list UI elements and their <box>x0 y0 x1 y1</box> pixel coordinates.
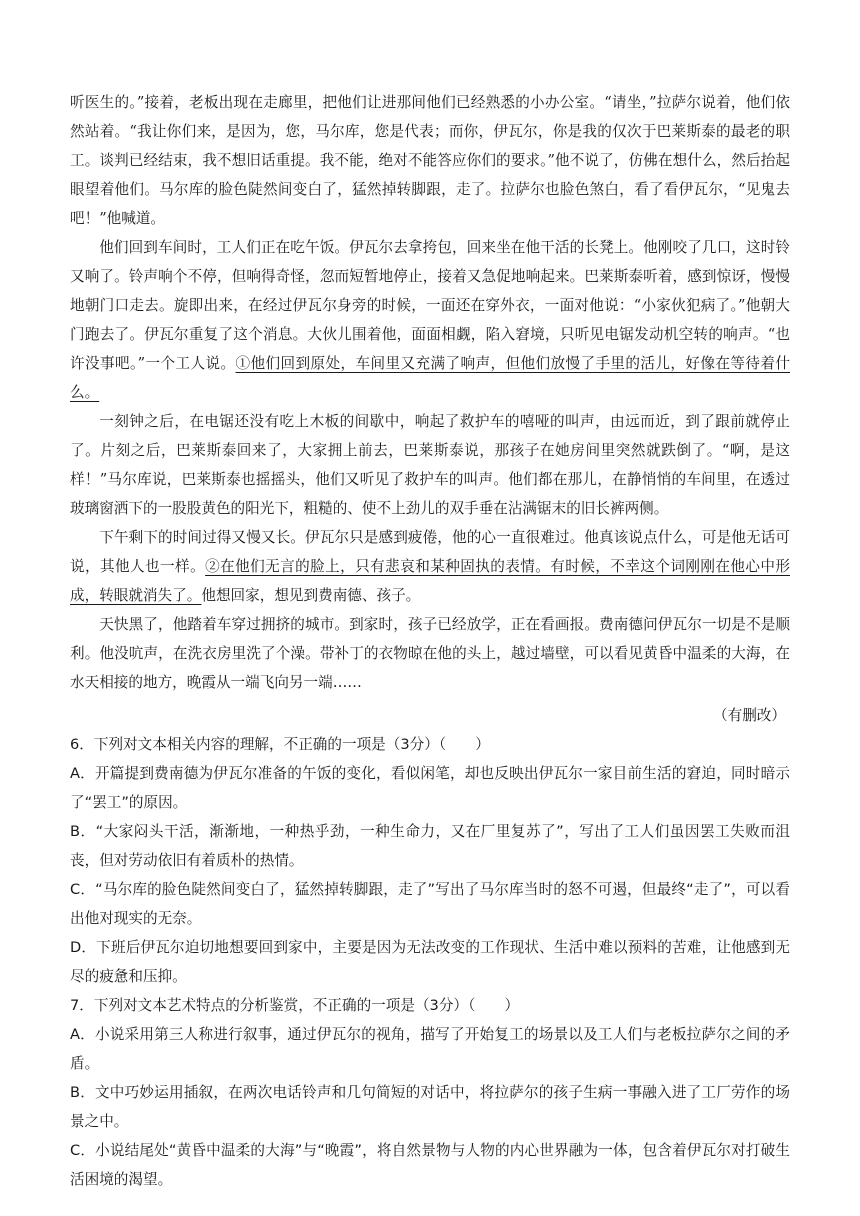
question-7-option-b: B．文中巧妙运用插叙，在两次电话铃声和几句简短的对话中，将拉萨尔的孩子生病一事融入进了工厂劳作的场景之中。 <box>70 1084 790 1130</box>
passage-text: 他们回到车间时，工人们正在吃午饭。伊瓦尔去拿挎包，回来坐在他干活的长凳上。他刚咬了几口，这时铃又响了。铃声响个不停，但响得奇怪，忽而短暂地停止，接着又急促地响起来。巴莱斯泰听着，感到惊讶，慢慢地朝门口走去。旋即出来，在经过伊瓦尔身旁的时候，一面还在穿外衣，一面对他说：“小家伙犯病了。”他朝大门跑去了。伊瓦尔重复了这个消息。大伙儿围着他，面面相觑，陷入窘境，只听见电锯发动机空转的响声。“也许没事吧。”一个工人说。 <box>70 239 790 372</box>
question-6-option-d: D．下班后伊瓦尔迫切地想要回到家中，主要是因为无法改变的工作现状、生活中难以预料的苦难，让他感到无尽的疲惫和压抑。 <box>70 939 790 985</box>
question-section <box>70 730 790 1194</box>
question-7-option-a: A．小说采用第三人称进行叙事，通过伊瓦尔的视角，描写了开始复工的场景以及工人们与老板拉萨尔之间的矛盾。 <box>70 1026 790 1072</box>
question-7-option-c: C．小说结尾处“黄昏中温柔的大海”与“晚霞”，将自然景物与人物的内心世界融为一体，包含着伊瓦尔对打破生活困境的渴望。 <box>70 1142 790 1188</box>
reading-passage <box>70 88 790 730</box>
abridged-note: （有删改） <box>713 707 786 724</box>
question-6-option-b: B．“大家闷头干活，渐渐地，一种热乎劲，一种生命力，又在厂里复苏了”，写出了工人们虽因罢工失败而沮丧，但对劳动依旧有着质朴的热情。 <box>70 823 790 869</box>
underlined-sentence-1: ①他们回到原处，车间里又充满了响声，但他们放慢了手里的活儿，好像在等待着什么。 <box>70 355 790 401</box>
passage-paragraph: 听医生的。”接着，老板出现在走廊里，把他们让进那间他们已经熟悉的小办公室。“请坐，”拉萨尔说着，他们依然站着。“我让你们来，是因为，您，马尔库，您是代表；而你，伊瓦尔，你是我的仅次于巴莱斯泰的最老的职工。谈判已经结束，我不想旧话重提。我不能，绝对不能答应你们的要求。”他不说了，仿佛在想什么，然后抬起眼望着他们。马尔库的脸色陡然间变白了，猛然掉转脚跟，走了。拉萨尔也脸色煞白，看了看伊瓦尔，“见鬼去吧！”他喊道。 <box>70 94 790 227</box>
underlined-sentence-2: ②在他们无言的脸上，只有悲哀和某种固执的表情。有时候，不幸这个词刚刚在他心中形成，转眼就消失了。 <box>70 558 790 604</box>
passage-paragraph: 天快黑了，他踏着车穿过拥挤的城市。到家时，孩子已经放学，正在看画报。费南德问伊瓦尔一切是不是顺利。他没吭声，在洗衣房里洗了个澡。带补丁的衣物晾在他的头上，越过墙壁，可以看见黄昏中温柔的大海，在水天相接的地方，晚霞从一端飞向另一端…… <box>70 616 790 691</box>
question-6-option-c: C．“马尔库的脸色陡然间变白了，猛然掉转脚跟，走了”写出了马尔库当时的怒不可遏，但最终“走了”，可以看出他对现实的无奈。 <box>70 881 790 927</box>
passage-paragraph: 一刻钟之后，在电锯还没有吃上木板的间歇中，响起了救护车的嘻哑的叫声，由远而近，到了跟前就停止了。片刻之后，巴莱斯泰回来了，大家拥上前去，巴莱斯泰说，那孩子在她房间里突然就跌倒了。“啊，是这样！”马尔库说，巴莱斯泰也摇摇头，他们又听见了救护车的叫声。他们都在那儿，在静悄悄的车间里，在透过玻璃窗洒下的一股股黄色的阳光下，粗糙的、使不上劲儿的双手垂在沾满锯末的旧长裤两侧。 <box>70 413 790 517</box>
question-6-stem: 6．下列对文本相关内容的理解，不正确的一项是（3分）（ ） <box>70 736 490 753</box>
passage-text: 下午剩下的时间过得又慢又长。伊瓦尔只是感到疲倦，他的心一直很难过。他真该说点什么，可是他无话可说，其他人也一样。 <box>70 529 790 575</box>
passage-text: 他想回家，想见到费南德、孩子。 <box>201 587 421 604</box>
passage-paragraph <box>70 233 790 407</box>
question-7-stem: 7．下列对文本艺术特点的分析鉴赏，不正确的一项是（3分）（ ） <box>70 997 520 1014</box>
passage-paragraph <box>70 523 790 610</box>
question-6-option-a: A．开篇提到费南德为伊瓦尔准备的午饭的变化，看似闲笔，却也反映出伊瓦尔一家目前生活的窘迫，同时暗示了“罢工”的原因。 <box>70 765 790 811</box>
